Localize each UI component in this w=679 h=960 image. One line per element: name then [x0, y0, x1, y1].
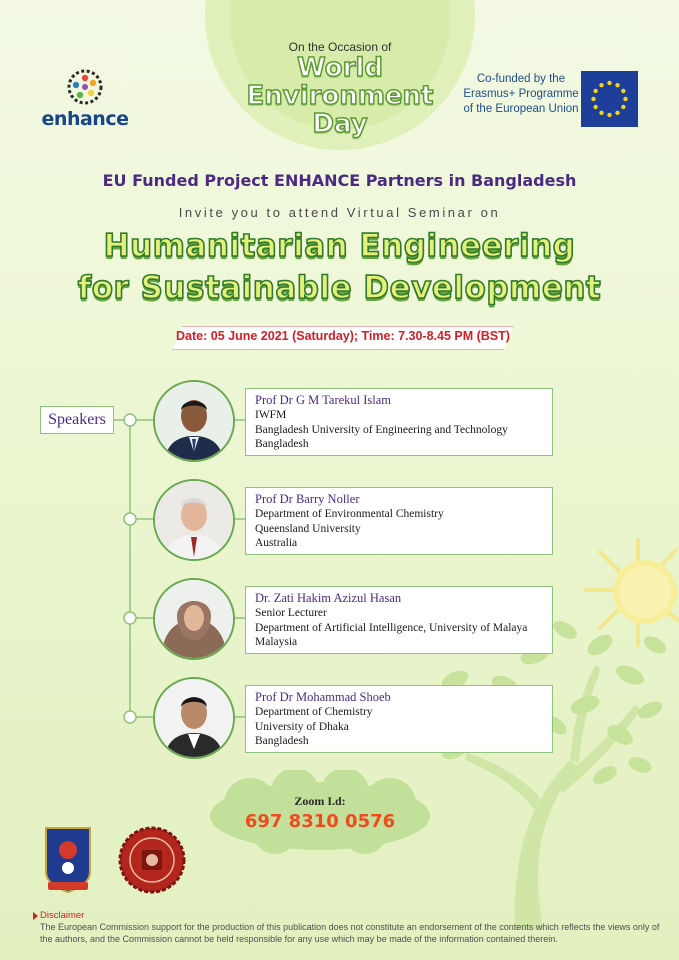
buet-logo: [118, 826, 186, 894]
speaker-card-4: [245, 685, 553, 753]
speaker-detail: University of Dhaka: [255, 720, 349, 733]
eu-star-icon: [599, 111, 603, 115]
speaker-detail: Bangladesh: [255, 735, 309, 747]
dhaka-university-logo: [42, 826, 94, 894]
speaker-detail: IWFM: [255, 409, 287, 421]
speaker-name: Prof Dr Mohammad Shoeb: [255, 690, 391, 704]
eu-star-icon: [621, 89, 625, 93]
eu-star-icon: [593, 105, 597, 109]
speaker-card-3: [245, 586, 553, 654]
cofund-line-2: Erasmus+ Programme: [463, 88, 579, 100]
eu-star-icon: [615, 83, 619, 87]
eu-star-icon: [599, 83, 603, 87]
enhance-gear-icon: [66, 68, 104, 106]
eu-star-icon: [623, 97, 627, 101]
date-time-text: Date: 05 June 2021 (Saturday); Time: 7.30-8.45 PM (BST): [176, 329, 510, 343]
enhance-logo: [40, 68, 130, 130]
speaker-card-1: [245, 388, 553, 456]
project-title: EU Funded Project ENHANCE Partners in Bangladesh: [102, 171, 577, 190]
speaker-detail: Bangladesh: [255, 438, 309, 450]
speaker-detail: Department of Environmental Chemistry: [255, 508, 444, 520]
speaker-name: Prof Dr G M Tarekul Islam: [255, 393, 392, 407]
event-title-line-3: Day: [312, 109, 368, 139]
speaker-detail: Queensland University: [255, 522, 361, 535]
eu-star-icon: [615, 111, 619, 115]
speakers-label: Speakers: [40, 406, 114, 434]
speaker-name: Prof Dr Barry Noller: [255, 492, 360, 506]
eu-star-icon: [593, 89, 597, 93]
eu-star-icon: [591, 97, 595, 101]
speaker-photo-3: [153, 578, 235, 660]
disclaimer-text: The European Commission support for the production of this publication does not constitute an endorsement of the contents which reflects the views only of the authors, and the Commission cannot be held responsible for any use which may be made of the information contained therein.: [40, 922, 660, 944]
zoom-id-label: Zoom I.d:: [294, 794, 346, 808]
cofund-statement: [462, 72, 580, 117]
disclaimer-arrow-icon: [33, 912, 38, 920]
speaker-photo-1: [153, 380, 235, 462]
eu-star-icon: [607, 113, 611, 117]
speaker-detail: Department of Chemistry: [255, 706, 373, 718]
zoom-id-value[interactable]: 697 8310 0576: [244, 811, 396, 832]
speaker-detail: Bangladesh University of Engineering and Technology: [255, 423, 508, 436]
cofund-line-3: of the European Union: [463, 103, 579, 115]
eu-flag-icon: [581, 71, 638, 127]
event-title-line-2: Environment: [246, 81, 434, 111]
eu-star-icon: [621, 105, 625, 109]
occasion-block: [200, 40, 480, 138]
invite-text: Invite you to attend Virtual Seminar on: [178, 205, 501, 220]
speaker-card-2: [245, 487, 553, 555]
speaker-detail: Senior Lecturer: [255, 607, 327, 619]
speaker-photo-4: [153, 677, 235, 759]
cofund-line-1: Co-funded by the: [476, 73, 566, 85]
enhance-logo-text: enhance: [41, 108, 129, 130]
speaker-detail: Australia: [255, 537, 298, 549]
seminar-title-line-1: Humanitarian Engineering: [103, 228, 576, 264]
speaker-detail: Department of Artificial Intelligence, University of Malaya: [255, 621, 528, 634]
speaker-name: Dr. Zati Hakim Azizul Hasan: [255, 591, 402, 605]
occasion-text: On the Occasion of: [288, 40, 392, 54]
seminar-title-line-2: for Sustainable Development: [77, 270, 602, 306]
speaker-detail: Malaysia: [255, 636, 298, 648]
disclaimer-title: Disclaimer: [40, 910, 85, 921]
speaker-photo-2: [153, 479, 235, 561]
eu-star-icon: [607, 81, 611, 85]
event-title-line-1: World: [297, 53, 383, 83]
